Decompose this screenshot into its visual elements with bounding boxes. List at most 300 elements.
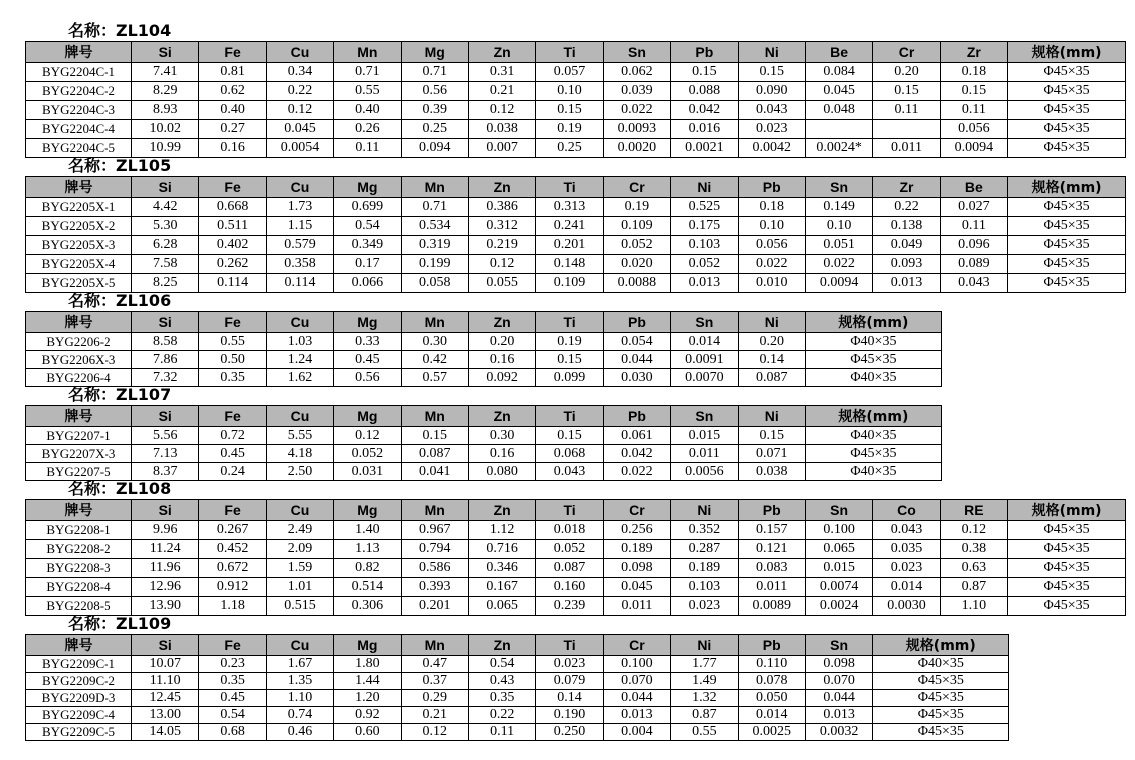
column-header-ti: Ti (536, 42, 603, 63)
cell-mg: 1.13 (334, 540, 401, 559)
cell-ni: 0.103 (671, 236, 738, 255)
cell-cu: 0.114 (266, 274, 333, 293)
cell-mg: 0.39 (401, 101, 468, 120)
cell-sn: 0.070 (805, 673, 872, 690)
cell-cr: 0.256 (603, 521, 670, 540)
cell-fe: 0.50 (199, 351, 266, 369)
cell-mg: 0.54 (334, 217, 401, 236)
column-header-fe: Fe (199, 406, 266, 427)
section-title: 名称：ZL109 (68, 614, 172, 633)
cell-spec: Φ45×35 (1008, 120, 1126, 139)
table-row (26, 351, 942, 369)
cell-mn: 0.55 (334, 82, 401, 101)
column-header-mg: Mg (334, 177, 401, 198)
column-header-si: Si (132, 406, 199, 427)
column-header-spec: 规格(mm) (873, 635, 1009, 656)
cell-cr: 0.004 (603, 724, 670, 741)
cell-brand: BYG2206-4 (26, 369, 132, 387)
cell-brand: BYG2206X-3 (26, 351, 132, 369)
cell-mn: 0.201 (401, 597, 468, 616)
cell-pb: 0.078 (738, 673, 805, 690)
cell-brand: BYG2208-5 (26, 597, 132, 616)
column-header-ni: Ni (738, 406, 805, 427)
column-header-brand: 牌号 (26, 312, 132, 333)
cell-sn: 0.015 (805, 559, 872, 578)
cell-ti: 0.15 (536, 427, 603, 445)
cell-sn: 0.0074 (805, 578, 872, 597)
column-header-re: RE (940, 500, 1007, 521)
cell-si: 11.96 (132, 559, 199, 578)
cell-zn: 0.346 (468, 559, 535, 578)
cell-ni: 0.023 (671, 597, 738, 616)
cell-ti: 0.109 (536, 274, 603, 293)
table-row (26, 198, 1126, 217)
cell-fe: 0.24 (199, 463, 266, 481)
cell-re: 0.63 (940, 559, 1007, 578)
cell-be: 0.027 (940, 198, 1007, 217)
cell-zn: 0.43 (468, 673, 535, 690)
column-header-ni: Ni (671, 177, 738, 198)
column-header-pb: Pb (738, 177, 805, 198)
cell-ti: 0.087 (536, 559, 603, 578)
cell-mn: 0.11 (334, 139, 401, 158)
cell-mn: 0.47 (401, 656, 468, 673)
column-header-ti: Ti (536, 312, 603, 333)
cell-fe: 1.18 (199, 597, 266, 616)
cell-pb: 0.042 (671, 101, 738, 120)
column-header-zn: Zn (468, 312, 535, 333)
cell-spec: Φ45×35 (805, 351, 941, 369)
cell-zn: 0.386 (468, 198, 535, 217)
cell-pb: 0.0089 (738, 597, 805, 616)
cell-mn: 0.37 (401, 673, 468, 690)
cell-mg: 0.699 (334, 198, 401, 217)
column-header-cr: Cr (603, 500, 670, 521)
cell-spec: Φ45×35 (873, 707, 1009, 724)
cell-cr: 0.045 (603, 578, 670, 597)
cell-mn: 0.40 (334, 101, 401, 120)
cell-pb: 0.010 (738, 274, 805, 293)
cell-cu: 2.50 (266, 463, 333, 481)
cell-ni: 0.87 (671, 707, 738, 724)
cell-si: 13.90 (132, 597, 199, 616)
column-header-ti: Ti (536, 406, 603, 427)
cell-mn: 0.71 (334, 63, 401, 82)
column-header-pb: Pb (738, 500, 805, 521)
section-title: 名称：ZL104 (68, 21, 172, 40)
cell-cu: 1.62 (266, 369, 333, 387)
cell-sn: 0.022 (603, 101, 670, 120)
cell-brand: BYG2207X-3 (26, 445, 132, 463)
column-header-si: Si (132, 635, 199, 656)
table-row (26, 724, 1009, 741)
column-header-sn: Sn (603, 42, 670, 63)
cell-spec: Φ45×35 (1008, 559, 1126, 578)
cell-zn: 0.22 (468, 707, 535, 724)
cell-pb: 0.157 (738, 521, 805, 540)
cell-zr: 0.11 (940, 101, 1007, 120)
cell-mn: 0.15 (401, 427, 468, 445)
cell-re: 0.87 (940, 578, 1007, 597)
cell-ni: 0.013 (671, 274, 738, 293)
cell-mg: 0.052 (334, 445, 401, 463)
cell-mn: 0.967 (401, 521, 468, 540)
cell-pb: 0.056 (738, 236, 805, 255)
cell-ti: 0.068 (536, 445, 603, 463)
cell-ni: 0.090 (738, 82, 805, 101)
cell-mg: 1.20 (334, 690, 401, 707)
cell-si: 14.05 (132, 724, 199, 741)
table-row (26, 559, 1126, 578)
cell-mg: 0.349 (334, 236, 401, 255)
cell-brand: BYG2205X-2 (26, 217, 132, 236)
cell-fe: 0.68 (199, 724, 266, 741)
cell-sn: 0.013 (805, 707, 872, 724)
cell-mn: 0.534 (401, 217, 468, 236)
header-row (26, 42, 1126, 63)
cell-zr: 0.22 (873, 198, 940, 217)
cell-spec: Φ45×35 (1008, 101, 1126, 120)
cell-zn: 0.12 (468, 255, 535, 274)
table-row (26, 673, 1009, 690)
cell-cr: 0.020 (603, 255, 670, 274)
cell-fe: 0.27 (199, 120, 266, 139)
cell-si: 9.96 (132, 521, 199, 540)
cell-ti: 0.023 (536, 656, 603, 673)
cell-ni: 1.49 (671, 673, 738, 690)
cell-pb: 0.042 (603, 445, 670, 463)
column-header-cu: Cu (266, 500, 333, 521)
cell-mn: 0.29 (401, 690, 468, 707)
cell-zn: 0.11 (468, 724, 535, 741)
table-row (26, 101, 1126, 120)
cell-zr: 0.013 (873, 274, 940, 293)
column-header-zn: Zn (468, 635, 535, 656)
cell-brand: BYG2206-2 (26, 333, 132, 351)
cell-sn: 0.0070 (671, 369, 738, 387)
cell-ti: 0.10 (536, 82, 603, 101)
cell-ni: 0.087 (738, 369, 805, 387)
column-header-mn: Mn (401, 500, 468, 521)
cell-zn: 0.16 (468, 445, 535, 463)
cell-pb: 0.022 (738, 255, 805, 274)
cell-fe: 0.262 (199, 255, 266, 274)
cell-ni: 0.352 (671, 521, 738, 540)
cell-co: 0.0030 (873, 597, 940, 616)
cell-cr: 0.011 (603, 597, 670, 616)
cell-mn: 0.058 (401, 274, 468, 293)
cell-si: 11.24 (132, 540, 199, 559)
table-row (26, 707, 1009, 724)
cell-co: 0.043 (873, 521, 940, 540)
cell-brand: BYG2205X-4 (26, 255, 132, 274)
table-row (26, 521, 1126, 540)
cell-si: 12.45 (132, 690, 199, 707)
cell-cu: 4.18 (266, 445, 333, 463)
cell-mn: 0.21 (401, 707, 468, 724)
cell-brand: BYG2204C-1 (26, 63, 132, 82)
cell-brand: BYG2209C-4 (26, 707, 132, 724)
cell-zn: 0.20 (468, 333, 535, 351)
cell-fe: 0.23 (199, 656, 266, 673)
cell-brand: BYG2205X-5 (26, 274, 132, 293)
cell-be: 0.043 (940, 274, 1007, 293)
table-row (26, 597, 1126, 616)
cell-zn: 0.30 (468, 427, 535, 445)
header-row (26, 177, 1126, 198)
cell-cu: 2.09 (266, 540, 333, 559)
composition-table (25, 499, 1126, 616)
cell-si: 8.29 (132, 82, 199, 101)
cell-sn: 0.014 (671, 333, 738, 351)
cell-cr: 0.013 (603, 707, 670, 724)
column-header-zr: Zr (940, 42, 1007, 63)
cell-ti: 0.018 (536, 521, 603, 540)
cell-mn: 0.087 (401, 445, 468, 463)
cell-spec: Φ45×35 (1008, 63, 1126, 82)
cell-cu: 1.10 (266, 690, 333, 707)
cell-mn: 0.12 (401, 724, 468, 741)
cell-cr: 0.109 (603, 217, 670, 236)
cell-mn: 0.393 (401, 578, 468, 597)
column-header-ni: Ni (671, 635, 738, 656)
column-header-mg: Mg (334, 635, 401, 656)
cell-pb: 0.121 (738, 540, 805, 559)
cell-sn: 0.051 (805, 236, 872, 255)
cell-si: 8.37 (132, 463, 199, 481)
composition-table (25, 634, 1009, 741)
column-header-spec: 规格(mm) (1008, 177, 1126, 198)
column-header-mn: Mn (401, 635, 468, 656)
cell-sn: 0.0032 (805, 724, 872, 741)
column-header-cu: Cu (266, 406, 333, 427)
cell-ni: 0.038 (738, 463, 805, 481)
cell-mg: 0.514 (334, 578, 401, 597)
column-header-spec: 规格(mm) (1008, 500, 1126, 521)
cell-brand: BYG2208-4 (26, 578, 132, 597)
column-header-sn: Sn (671, 312, 738, 333)
cell-ni: 0.052 (671, 255, 738, 274)
cell-pb: 0.10 (738, 217, 805, 236)
column-header-ti: Ti (536, 177, 603, 198)
cell-sn: 0.0093 (603, 120, 670, 139)
cell-fe: 0.402 (199, 236, 266, 255)
cell-mg: 0.066 (334, 274, 401, 293)
cell-cu: 0.46 (266, 724, 333, 741)
cell-ni: 0.20 (738, 333, 805, 351)
table-row (26, 217, 1126, 236)
column-header-fe: Fe (199, 500, 266, 521)
cell-pb: 0.014 (738, 707, 805, 724)
cell-mg: 0.031 (334, 463, 401, 481)
cell-cr (873, 120, 940, 139)
column-header-si: Si (132, 500, 199, 521)
cell-cr: 0.189 (603, 540, 670, 559)
cell-zr: 0.15 (940, 82, 1007, 101)
cell-si: 8.58 (132, 333, 199, 351)
cell-zn: 0.038 (468, 120, 535, 139)
cell-cr: 0.098 (603, 559, 670, 578)
cell-sn: 0.039 (603, 82, 670, 101)
cell-spec: Φ45×35 (1008, 255, 1126, 274)
cell-ti: 0.160 (536, 578, 603, 597)
cell-mg: 0.60 (334, 724, 401, 741)
column-header-si: Si (132, 42, 199, 63)
cell-fe: 0.452 (199, 540, 266, 559)
cell-pb: 0.088 (671, 82, 738, 101)
table-row (26, 236, 1126, 255)
cell-be: 0.048 (805, 101, 872, 120)
cell-be (805, 120, 872, 139)
cell-spec: Φ45×35 (1008, 540, 1126, 559)
cell-fe: 0.912 (199, 578, 266, 597)
cell-si: 11.10 (132, 673, 199, 690)
cell-sn: 0.149 (805, 198, 872, 217)
cell-fe: 0.72 (199, 427, 266, 445)
cell-fe: 0.81 (199, 63, 266, 82)
table-row (26, 274, 1126, 293)
cell-zr: 0.138 (873, 217, 940, 236)
cell-mg: 0.82 (334, 559, 401, 578)
cell-mg: 1.40 (334, 521, 401, 540)
table-row (26, 540, 1126, 559)
cell-brand: BYG2208-3 (26, 559, 132, 578)
cell-zn: 0.16 (468, 351, 535, 369)
cell-fe: 0.40 (199, 101, 266, 120)
table-row (26, 82, 1126, 101)
cell-mg: 0.71 (401, 63, 468, 82)
cell-ti: 0.19 (536, 120, 603, 139)
cell-mg: 0.56 (334, 369, 401, 387)
cell-spec: Φ45×35 (1008, 597, 1126, 616)
cell-mn: 0.041 (401, 463, 468, 481)
column-header-ti: Ti (536, 500, 603, 521)
cell-cr: 0.052 (603, 236, 670, 255)
cell-zr: 0.0094 (940, 139, 1007, 158)
cell-mg: 0.33 (334, 333, 401, 351)
cell-si: 7.32 (132, 369, 199, 387)
cell-fe: 0.35 (199, 673, 266, 690)
column-header-pb: Pb (603, 406, 670, 427)
cell-ni: 0.15 (738, 427, 805, 445)
cell-sn: 0.044 (805, 690, 872, 707)
cell-fe: 0.35 (199, 369, 266, 387)
cell-mg: 0.12 (334, 427, 401, 445)
table-row (26, 690, 1009, 707)
cell-be: 0.084 (805, 63, 872, 82)
cell-be: 0.0024* (805, 139, 872, 158)
section-title: 名称：ZL105 (68, 156, 172, 175)
cell-ni: 0.15 (738, 63, 805, 82)
cell-spec: Φ45×35 (1008, 82, 1126, 101)
column-header-sn: Sn (805, 500, 872, 521)
column-header-sn: Sn (671, 406, 738, 427)
cell-cu: 5.55 (266, 427, 333, 445)
cell-cu: 2.49 (266, 521, 333, 540)
cell-sn: 0.098 (805, 656, 872, 673)
cell-fe: 0.114 (199, 274, 266, 293)
table-row (26, 445, 942, 463)
cell-mn: 0.586 (401, 559, 468, 578)
cell-ti: 0.052 (536, 540, 603, 559)
cell-si: 8.25 (132, 274, 199, 293)
cell-be: 0.089 (940, 255, 1007, 274)
header-row (26, 406, 942, 427)
column-header-zn: Zn (468, 406, 535, 427)
cell-spec: Φ45×35 (873, 690, 1009, 707)
cell-spec: Φ45×35 (1008, 521, 1126, 540)
cell-pb: 0.030 (603, 369, 670, 387)
cell-zn: 0.065 (468, 597, 535, 616)
cell-fe: 0.267 (199, 521, 266, 540)
cell-ti: 0.241 (536, 217, 603, 236)
column-header-zr: Zr (873, 177, 940, 198)
cell-brand: BYG2205X-3 (26, 236, 132, 255)
cell-zr: 0.18 (940, 63, 1007, 82)
cell-sn: 0.0020 (603, 139, 670, 158)
cell-spec: Φ45×35 (805, 445, 941, 463)
cell-brand: BYG2209D-3 (26, 690, 132, 707)
cell-brand: BYG2208-1 (26, 521, 132, 540)
cell-zn: 0.12 (468, 101, 535, 120)
column-header-fe: Fe (199, 312, 266, 333)
cell-brand: BYG2204C-2 (26, 82, 132, 101)
cell-cr: 0.11 (873, 101, 940, 120)
cell-ti: 0.099 (536, 369, 603, 387)
cell-ti: 0.079 (536, 673, 603, 690)
cell-mg: 1.80 (334, 656, 401, 673)
cell-ti: 0.043 (536, 463, 603, 481)
column-header-spec: 规格(mm) (805, 312, 941, 333)
cell-co: 0.023 (873, 559, 940, 578)
table-row (26, 333, 942, 351)
column-header-mg: Mg (401, 42, 468, 63)
cell-brand: BYG2207-1 (26, 427, 132, 445)
cell-mg: 0.094 (401, 139, 468, 158)
cell-zn: 1.12 (468, 521, 535, 540)
cell-cr: 0.011 (873, 139, 940, 158)
column-header-spec: 规格(mm) (1008, 42, 1126, 63)
column-header-mn: Mn (334, 42, 401, 63)
cell-mn: 0.30 (401, 333, 468, 351)
cell-ni: 0.0042 (738, 139, 805, 158)
cell-ti: 0.148 (536, 255, 603, 274)
column-header-pb: Pb (603, 312, 670, 333)
cell-cu: 0.74 (266, 707, 333, 724)
section-title: 名称：ZL108 (68, 479, 172, 498)
cell-ni: 0.55 (671, 724, 738, 741)
composition-table (25, 41, 1126, 158)
cell-brand: BYG2209C-1 (26, 656, 132, 673)
column-header-si: Si (132, 177, 199, 198)
composition-table (25, 405, 942, 481)
cell-zn: 0.31 (468, 63, 535, 82)
column-header-brand: 牌号 (26, 42, 132, 63)
table-row (26, 463, 942, 481)
cell-cr: 0.100 (603, 656, 670, 673)
cell-sn: 0.100 (805, 521, 872, 540)
table-row (26, 255, 1126, 274)
cell-brand: BYG2204C-5 (26, 139, 132, 158)
cell-pb: 0.18 (738, 198, 805, 217)
cell-cu: 0.045 (266, 120, 333, 139)
cell-re: 0.12 (940, 521, 1007, 540)
cell-cu: 0.358 (266, 255, 333, 274)
cell-fe: 0.62 (199, 82, 266, 101)
cell-cu: 0.34 (266, 63, 333, 82)
cell-cr: 0.19 (603, 198, 670, 217)
cell-co: 0.014 (873, 578, 940, 597)
